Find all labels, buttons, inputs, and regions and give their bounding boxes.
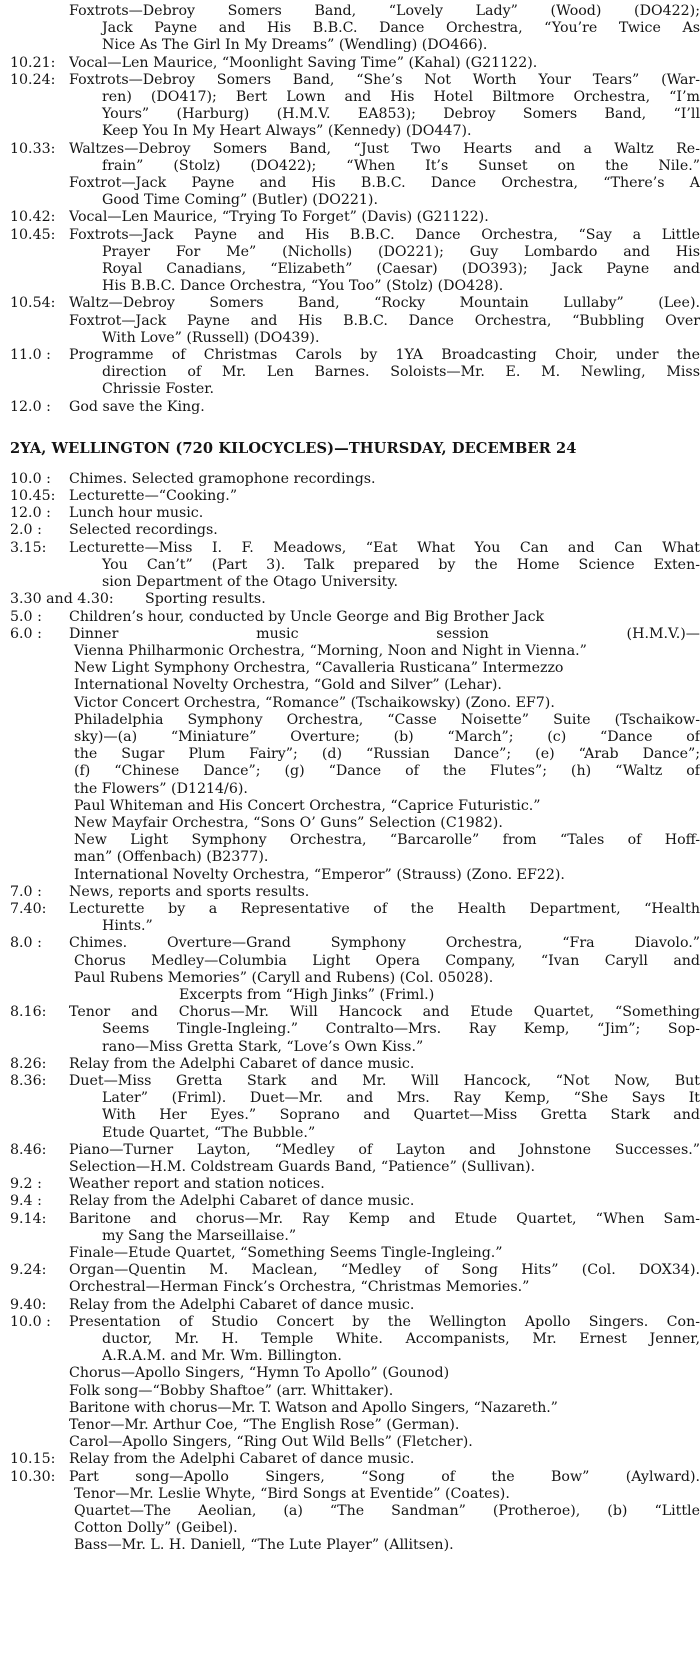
programme-entry <box>0 1073 700 1142</box>
programme-text-line: Seems Tingle-Ingleing.” Contralto—Mrs. Ray Kemp, “Jim”; Sop- <box>102 1021 700 1038</box>
programme-time: 8.46: <box>10 1141 47 1158</box>
programme-text-line: Piano—Turner Layton, “Medley of Layton and Johnstone Successes.” <box>69 1141 700 1158</box>
programme-time: 8.36: <box>10 1072 47 1089</box>
programme-time: 11.0 : <box>10 347 51 364</box>
programme-entry <box>0 935 700 1004</box>
programme-text-line: Part song—Apollo Singers, “Song of the Bow” (Aylward). <box>69 1468 700 1485</box>
programme-text-line: Foxtrots—Debroy Somers Band, “She’s Not Worth Your Tears” (War- <box>69 71 700 88</box>
programme-text-line: Cotton Dolly” (Geibel). <box>74 1520 238 1537</box>
programme-text-line: sion Department of the Otago University. <box>102 574 398 591</box>
programme-time: 9.2 : <box>10 1176 42 1193</box>
programme-text-line: News, reports and sports results. <box>69 883 310 900</box>
programme-time: 5.0 : <box>10 608 42 625</box>
programme-text-line: Chrissie Foster. <box>102 381 215 398</box>
programme-text-line: His B.B.C. Dance Orchestra, “You Too” (Stolz) (DO428). <box>102 278 504 295</box>
programme-entry <box>0 3 700 55</box>
programme-entry <box>0 1193 700 1210</box>
programme-entry <box>0 591 700 608</box>
programme-text-line: Finale—Etude Quartet, “Something Seems Tingle-Ingleing.” <box>69 1245 503 1262</box>
programme-time: 8.0 : <box>10 935 42 952</box>
programme-text-line: Selected recordings. <box>69 522 218 539</box>
programme-text-line: Relay from the Adelphi Cabaret of dance music. <box>69 1451 415 1468</box>
programme-text-line: Dinner music session (H.M.V.)— <box>69 625 700 642</box>
programme-text-line: Philadelphia Symphony Orchestra, “Casse Noisette” Suite (Tschaikow- <box>74 711 700 728</box>
programme-text-line: ren) (DO417); Bert Lown and His Hotel Biltmore Orchestra, “I’m <box>102 89 700 106</box>
programme-time: 10.0 : <box>10 470 51 487</box>
programme-text-line: direction of Mr. Len Barnes. Soloists—Mr. E. M. Newling, Miss <box>102 364 700 381</box>
programme-time: 7.0 : <box>10 883 42 900</box>
programme-text-line: Children’s hour, conducted by Uncle George and Big Brother Jack <box>69 608 545 625</box>
programme-text-line: the Sugar Plum Fairy”; (d) “Russian Dance”; (e) “Arab Dance”; <box>74 746 700 763</box>
programme-text-line: International Novelty Orchestra, “Gold and Silver” (Lehar). <box>74 677 502 694</box>
programme-time: 12.0 : <box>10 505 51 522</box>
programme-text-line: Waltzes—Debroy Somers Band, “Just Two Hearts and a Waltz Re- <box>69 140 700 157</box>
programme-time: 12.0 : <box>10 398 51 415</box>
programme-time: 9.24: <box>10 1262 47 1279</box>
programme-text-line: You Can’t” (Part 3). Talk prepared by the Home Science Exten- <box>102 556 700 573</box>
programme-time: 10.42: <box>10 209 56 226</box>
programme-time: 10.33: <box>10 140 56 157</box>
programme-text-line: With Her Eyes.” Soprano and Quartet—Miss Gretta Stark and <box>102 1107 700 1124</box>
programme-text-line: Chimes. Selected gramophone recordings. <box>69 470 376 487</box>
programme-entry <box>0 1004 700 1056</box>
programme-entry <box>0 1176 700 1193</box>
programme-text-line: Victor Concert Orchestra, “Romance” (Tschaikowsky) (Zono. EF7). <box>74 694 555 711</box>
programme-text-line: Prayer For Me” (Nicholls) (DO221); Guy Lombardo and His <box>102 243 700 260</box>
programme-time: 9.40: <box>10 1296 47 1313</box>
programme-text-line: Jack Payne and His B.B.C. Dance Orchestra, “You’re Twice As <box>102 20 700 37</box>
programme-text-line: Lecturette—Miss I. F. Meadows, “Eat What You Can and Can What <box>69 539 700 556</box>
programme-text-line: Vocal—Len Maurice, “Moonlight Saving Time” (Kahal) (G21122). <box>69 54 538 71</box>
programme-text-line: Lunch hour music. <box>69 505 204 522</box>
programme-text-line: Foxtrots—Debroy Somers Band, “Lovely Lady” (Wood) (DO422); <box>69 3 700 19</box>
programme-entry <box>0 1056 700 1073</box>
previous-programme-listing <box>0 3 700 416</box>
programme-entry <box>0 1297 700 1314</box>
programme-text-line: Vocal—Len Maurice, “Trying To Forget” (Davis) (G21122). <box>69 209 489 226</box>
programme-time: 8.16: <box>10 1004 47 1021</box>
programme-text-line: Relay from the Adelphi Cabaret of dance music. <box>69 1055 415 1072</box>
programme-text-line: Tenor—Mr. Arthur Coe, “The English Rose” (German). <box>69 1417 460 1434</box>
programme-entry <box>0 488 700 505</box>
programme-entry <box>0 1211 700 1263</box>
programme-text-line: Nice As The Girl In My Dreams” (Wendling) (DO466). <box>102 37 488 54</box>
programme-time: 10.45: <box>10 226 56 243</box>
programme-entry <box>0 626 700 884</box>
programme-text-line: Baritone with chorus—Mr. T. Watson and Apollo Singers, “Nazareth.” <box>69 1399 558 1416</box>
programme-text-line: Lecturette—“Cooking.” <box>69 488 238 505</box>
programme-text-line: With Love” (Russell) (DO439). <box>102 329 320 346</box>
programme-text-line: rano—Miss Gretta Stark, “Love’s Own Kiss.” <box>102 1038 424 1055</box>
programme-text-line: Folk song—“Bobby Shaftoe” (arr. Whittaker). <box>69 1382 394 1399</box>
programme-entry <box>0 55 700 72</box>
programme-text-line: Relay from the Adelphi Cabaret of dance music. <box>69 1193 415 1210</box>
programme-entry <box>0 72 700 141</box>
programme-text-line: New Mayfair Orchestra, “Sons O’ Guns” Selection (C1982). <box>74 814 503 831</box>
programme-text-line: Excerpts from “High Jinks” (Friml.) <box>179 986 435 1003</box>
programme-entry <box>0 505 700 522</box>
programme-time: 10.21: <box>10 54 56 71</box>
programme-text-line: Chorus Medley—Columbia Light Opera Company, “Ivan Caryll and <box>74 952 700 969</box>
programme-entry <box>0 227 700 296</box>
programme-time: 10.15: <box>10 1451 56 1468</box>
programme-time: 10.45: <box>10 488 56 505</box>
programme-entry <box>0 471 700 488</box>
programme-time: 2.0 : <box>10 522 42 539</box>
programme-time: 8.26: <box>10 1055 47 1072</box>
programme-time: 6.0 : <box>10 625 42 642</box>
programme-entry <box>0 1451 700 1468</box>
programme-text-line: Chorus—Apollo Singers, “Hymn To Apollo” (Gounod) <box>69 1365 450 1382</box>
programme-text-line: Selection—H.M. Coldstream Guards Band, “Patience” (Sullivan). <box>69 1159 535 1175</box>
programme-entry <box>0 347 700 399</box>
programme-text-line: the Flowers” (D1214/6). <box>74 780 248 797</box>
programme-entry <box>0 540 700 592</box>
programme-text-line: Foxtrot—Jack Payne and His B.B.C. Dance Orchestra, “There’s A <box>69 175 700 192</box>
programme-text-line: frain” (Stolz) (DO422); “When It’s Sunset on the Nile.” <box>102 157 700 174</box>
programme-text-line: Duet—Miss Gretta Stark and Mr. Will Hancock, “Not Now, But <box>69 1072 700 1089</box>
programme-text-line: Keep You In My Heart Always” (Kennedy) (DO447). <box>102 123 472 140</box>
programme-entry <box>0 141 700 210</box>
programme-text-line: Hints.” <box>102 918 153 935</box>
programme-time: 9.4 : <box>10 1193 42 1210</box>
programme-text-line: Chimes. Overture—Grand Symphony Orchestra, “Fra Diavolo.” <box>69 935 700 952</box>
programme-text-line: Yours” (Harburg) (H.M.V. EA853); Debroy Somers Band, “I’ll <box>102 106 700 123</box>
programme-text-line: A.R.A.M. and Mr. Wm. Billington. <box>102 1348 342 1365</box>
programme-text-line: Vienna Philharmonic Orchestra, “Morning, Noon and Night in Vienna.” <box>74 642 587 659</box>
programme-text-line: Weather report and station notices. <box>69 1176 325 1193</box>
programme-time: 10.0 : <box>10 1313 51 1330</box>
programme-entry <box>0 1469 700 1555</box>
programme-time: 3.15: <box>10 539 47 556</box>
programme-text-line: New Light Symphony Orchestra, “Barcarolle” from “Tales of Hoff- <box>74 832 700 849</box>
programme-text-line: man” (Offenbach) (B2377). <box>74 849 269 866</box>
programme-text-line: Orchestral—Herman Finck’s Orchestra, “Christmas Memories.” <box>69 1279 530 1296</box>
programme-time: 7.40: <box>10 900 47 917</box>
programme-entry <box>0 295 700 347</box>
programme-text-line: sky)—(a) “Miniature” Overture; (b) “March”; (c) “Dance of <box>74 728 700 745</box>
programme-text-line: Quartet—The Aeolian, (a) “The Sandman” (Protheroe), (b) “Little <box>74 1503 700 1520</box>
programme-time: 10.24: <box>10 71 56 88</box>
programme-time: 10.30: <box>10 1468 56 1485</box>
programme-text-line: God save the King. <box>69 398 205 415</box>
programme-text-line: Lecturette by a Representative of the Health Department, “Health <box>69 900 700 917</box>
programme-text-line: Tenor and Chorus—Mr. Will Hancock and Etude Quartet, “Something <box>69 1004 700 1021</box>
programme-entry <box>0 1142 700 1176</box>
programme-text-line: Relay from the Adelphi Cabaret of dance music. <box>69 1296 415 1313</box>
programme-text-line: Royal Canadians, “Elizabeth” (Caesar) (DO393); Jack Payne and <box>102 261 700 278</box>
programme-text-line: Paul Whiteman and His Concert Orchestra, “Caprice Futuristic.” <box>74 797 541 814</box>
programme-text-line: International Novelty Orchestra, “Emperor” (Strauss) (Zono. EF22). <box>74 866 565 883</box>
programme-time: 9.14: <box>10 1210 47 1227</box>
programme-entry <box>0 609 700 626</box>
programme-time: 3.30 and 4.30: <box>10 591 114 608</box>
programme-entry <box>0 1262 700 1296</box>
programme-time: 10.54: <box>10 295 56 312</box>
programme-text-line: Presentation of Studio Concert by the Wellington Apollo Singers. Con- <box>69 1313 700 1330</box>
programme-entry <box>0 901 700 935</box>
programme-entry <box>0 1314 700 1452</box>
programme-text-line: Bass—Mr. L. H. Daniell, “The Lute Player” (Allitsen). <box>74 1537 454 1554</box>
programme-text-line: Paul Rubens Memories” (Caryll and Rubens) (Col. 05028). <box>74 969 494 986</box>
programme-entry <box>0 884 700 901</box>
programme-text-line: Etude Quartet, “The Bubble.” <box>102 1124 316 1141</box>
programme-entry <box>0 522 700 539</box>
station-heading: 2YA, WELLINGTON (720 KILOCYCLES)—THURSDAY, DECEMBER 24 <box>10 439 577 457</box>
programme-text-line: my Sang the Marseillaise.” <box>102 1227 297 1244</box>
programme-text-line: Tenor—Mr. Leslie Whyte, “Bird Songs at Eventide” (Coates). <box>74 1485 510 1502</box>
programme-text-line: ductor, Mr. H. Temple White. Accompanists, Mr. Ernest Jenner, <box>102 1331 700 1348</box>
programme-text-line: Organ—Quentin M. Maclean, “Medley of Song Hits” (Col. DOX34). <box>69 1262 700 1279</box>
programme-text-line: Carol—Apollo Singers, “Ring Out Wild Bells” (Fletcher). <box>69 1434 473 1451</box>
programme-text-line: Good Time Coming” (Butler) (DO221). <box>102 192 378 209</box>
programme-text-line: Foxtrots—Jack Payne and His B.B.C. Dance Orchestra, “Say a Little <box>69 226 700 243</box>
programme-text-line: Baritone and chorus—Mr. Ray Kemp and Etude Quartet, “When Sam- <box>69 1210 700 1227</box>
programme-text-line: New Light Symphony Orchestra, “Cavalleria Rusticana” Intermezzo <box>74 660 564 677</box>
programme-text-line: Programme of Christmas Carols by 1YA Broadcasting Choir, under the <box>69 347 700 364</box>
programme-text-line: Later” (Friml). Duet—Mr. and Mrs. Ray Kemp, “She Says It <box>102 1090 700 1107</box>
programme-entry <box>0 209 700 226</box>
programme-text-line: (f) “Chinese Dance”; (g) “Dance of the Flutes”; (h) “Waltz of <box>74 763 700 780</box>
2ya-programme-listing <box>0 471 700 1555</box>
programme-text-line: Foxtrot—Jack Payne and His B.B.C. Dance Orchestra, “Bubbling Over <box>69 312 700 329</box>
programme-entry <box>0 399 700 416</box>
programme-text-line: Sporting results. <box>145 591 266 608</box>
programme-text-line: Waltz—Debroy Somers Band, “Rocky Mountain Lullaby” (Lee). <box>69 295 700 312</box>
